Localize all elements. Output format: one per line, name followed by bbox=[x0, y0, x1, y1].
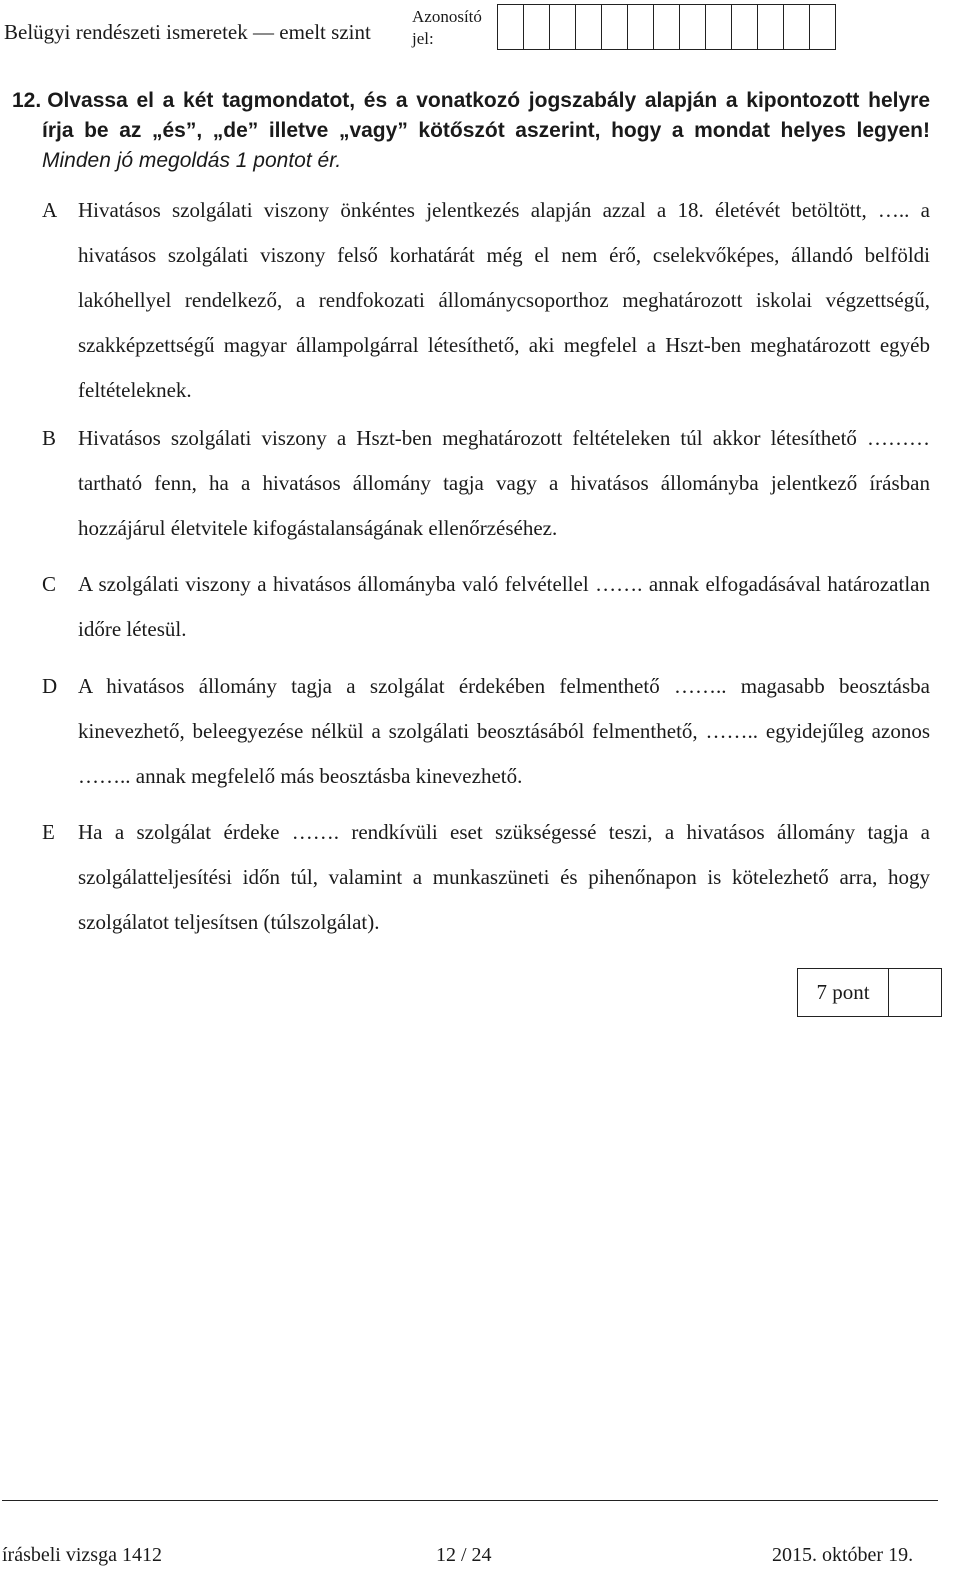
statement-letter: D bbox=[42, 674, 58, 698]
statement-letter: B bbox=[42, 426, 57, 450]
statement-text: Ha a szolgálat érdeke ……. rendkívüli eset szükségessé teszi, a hivatásos állomány tagja a szolgálatteljesítési időn túl, valamint a munkaszüneti és pihenőnapon is kötelezhető arra, hogy szolgálatot teljesítsen (túlszolgálat). bbox=[78, 820, 930, 934]
id-digit-box[interactable] bbox=[653, 4, 680, 50]
id-digit-box[interactable] bbox=[731, 4, 758, 50]
id-digit-box[interactable] bbox=[575, 4, 602, 50]
id-label: Azonosító jel: bbox=[412, 7, 482, 48]
id-digit-box[interactable] bbox=[705, 4, 732, 50]
statement-text: A szolgálati viszony a hivatásos állományba való felvétellel ……. annak elfogadásával határozatlan időre létesül. bbox=[78, 572, 930, 641]
question-instruction: Olvassa el a két tagmondatot, és a vonatkozó jogszabály alapján a kipontozott helyre írja be az „és”, „de” illetve „vagy” kötőszót aszerint, hogy a mondat helyes legyen! bbox=[42, 89, 930, 142]
id-digit-box[interactable] bbox=[809, 4, 836, 50]
statement-text: Hivatásos szolgálati viszony önkéntes jelentkezés alapján azzal a 18. életévét betöltött, ….. a hivatásos szolgálati viszony felső korhatárát még el nem érő, cselekvőképes, állandó belföldi lakóhellyel rendelkező, a rendfokozati állománycsoporthoz meghatározott iskolai végzettségű, szakképzettségű magyar állampolgárral létesíthető, aki megfelel a Hszt-ben meghatározott egyéb feltételeknek. bbox=[78, 198, 930, 402]
footer-exam-code: írásbeli vizsga 1412 bbox=[2, 1544, 162, 1566]
statement-letter: E bbox=[42, 820, 55, 844]
statement-d bbox=[42, 664, 930, 799]
exam-title: Belügyi rendészeti ismeretek — emelt szint bbox=[4, 20, 371, 44]
statement-text: A hivatásos állomány tagja a szolgálat érdekében felmenthető …….. magasabb beosztásba kinevezhető, beleegyezése nélkül a szolgálati beosztásából felmenthető, …….. egyidejűleg azonos …….. annak megfelelő más beosztásba kinevezhető. bbox=[78, 674, 930, 788]
id-digit-box[interactable] bbox=[549, 4, 576, 50]
footer-date: 2015. október 19. bbox=[772, 1544, 914, 1566]
id-digit-box[interactable] bbox=[497, 4, 524, 50]
statement-a bbox=[42, 188, 930, 413]
id-digit-box[interactable] bbox=[679, 4, 706, 50]
score-box bbox=[797, 968, 942, 1017]
question-number: 12. bbox=[12, 89, 42, 112]
statement-b bbox=[42, 416, 930, 551]
id-digit-box[interactable] bbox=[601, 4, 628, 50]
footer-divider bbox=[2, 1500, 938, 1501]
score-label: 7 pont bbox=[798, 969, 889, 1016]
question-heading bbox=[12, 86, 930, 176]
footer-page-number: 12 / 24 bbox=[436, 1544, 492, 1566]
id-digit-box[interactable] bbox=[523, 4, 550, 50]
page-header bbox=[0, 0, 960, 62]
statement-e bbox=[42, 810, 930, 945]
statement-letter: C bbox=[42, 572, 57, 596]
statement-letter: A bbox=[42, 198, 58, 222]
statement-c bbox=[42, 562, 930, 652]
question-scoring-note: Minden jó megoldás 1 pontot ér. bbox=[42, 149, 342, 172]
id-digit-box[interactable] bbox=[627, 4, 654, 50]
id-digit-box[interactable] bbox=[757, 4, 784, 50]
statement-text: Hivatásos szolgálati viszony a Hszt-ben meghatározott feltételeken túl akkor létesíthető ……… tartható fenn, ha a hivatásos állomány tagja vagy a hivatásos állományba jelentkező írásban hozzájárul életvitele kifogástalanságának ellenőrzéséhez. bbox=[78, 426, 930, 540]
score-entry-cell[interactable] bbox=[889, 969, 941, 1016]
id-digit-box[interactable] bbox=[783, 4, 810, 50]
id-boxes bbox=[498, 4, 836, 50]
